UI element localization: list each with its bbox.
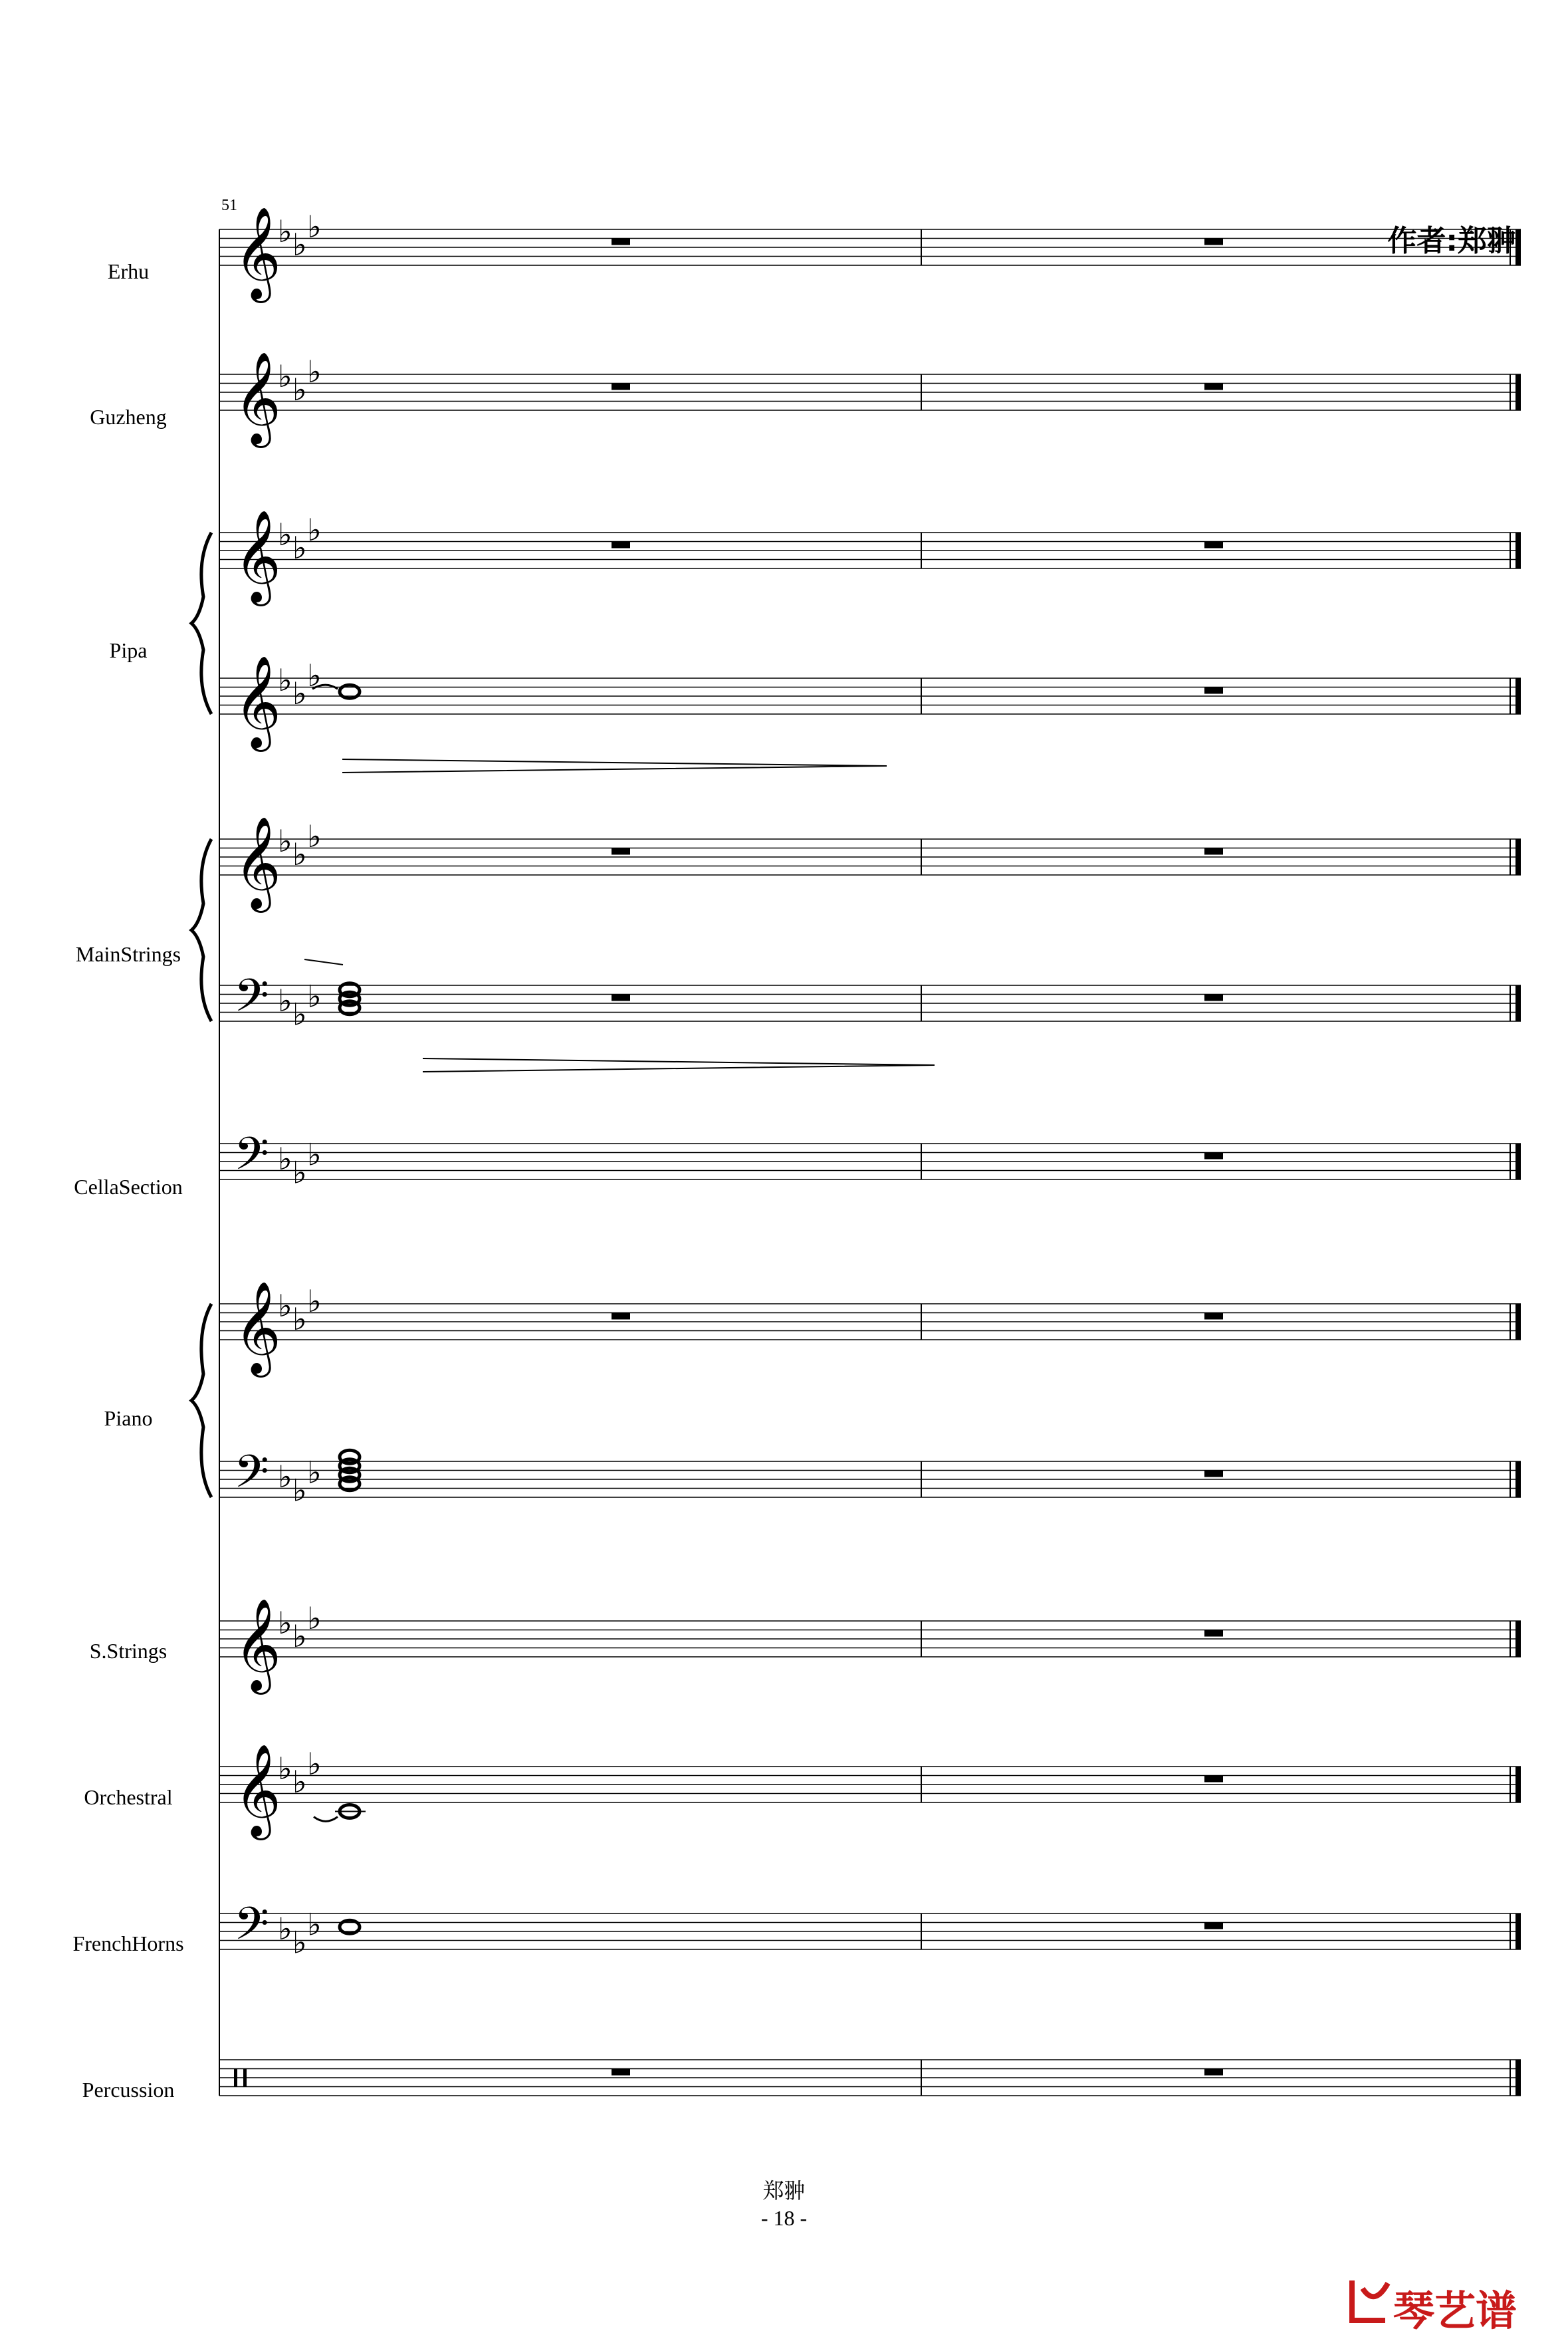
- flat-icon: ♭: [307, 1454, 322, 1491]
- flat-icon: ♭: [307, 818, 322, 854]
- bass-clef-icon: 𝄢: [234, 1898, 269, 1961]
- measure-number: 51: [221, 197, 237, 214]
- flat-icon: ♭: [278, 1459, 292, 1495]
- flat-icon: ♭: [307, 1136, 322, 1173]
- treble-clef-icon: 𝄞: [234, 1598, 281, 1691]
- instrument-label-guzheng: Guzheng: [90, 405, 167, 429]
- flat-icon: ♭: [292, 530, 307, 566]
- instrument-label-piano: Piano: [104, 1406, 153, 1430]
- flat-icon: ♭: [307, 1600, 322, 1636]
- whole-rest-icon: [1204, 239, 1223, 245]
- flat-icon: ♭: [307, 1283, 322, 1319]
- flat-icon: ♭: [278, 1287, 292, 1324]
- flat-icon: ♭: [278, 358, 292, 394]
- bass-clef-icon: 𝄢: [234, 970, 269, 1033]
- whole-rest-icon: [1204, 848, 1223, 855]
- flat-icon: ♭: [307, 658, 322, 693]
- bass-clef-icon: 𝄢: [234, 1446, 269, 1509]
- flat-icon: ♭: [278, 516, 292, 553]
- final-barline-thick: [1515, 1304, 1521, 1340]
- flat-icon: ♭: [278, 1750, 292, 1786]
- final-barline-thick: [1515, 1913, 1521, 1949]
- treble-clef-icon: 𝄞: [234, 1281, 281, 1374]
- flat-icon: ♭: [292, 227, 307, 263]
- brace-icon: [191, 533, 211, 714]
- site-logo-text: 琴艺谱: [1393, 2286, 1517, 2335]
- flat-icon: ♭: [307, 354, 322, 390]
- composer-credit: 作者:郑翀: [1387, 224, 1516, 258]
- treble-clef-icon: 𝄞: [234, 207, 281, 299]
- final-barline-thick: [1515, 229, 1521, 265]
- instrument-label-frenchhorns: FrenchHorns: [72, 1931, 184, 1955]
- flat-icon: ♭: [292, 996, 307, 1033]
- percussion-clef-icon: [234, 2069, 237, 2087]
- instrument-label-orchestral: Orchestral: [84, 1785, 173, 1809]
- flat-icon: ♭: [307, 1746, 322, 1782]
- instrument-label-cellasection: CellaSection: [74, 1175, 183, 1199]
- flat-icon: ♭: [292, 1764, 307, 1800]
- tie-icon: [314, 1817, 338, 1822]
- instrument-label-sstrings: S.Strings: [89, 1639, 168, 1663]
- whole-rest-icon: [1204, 1471, 1223, 1477]
- whole-rest-icon: [1204, 995, 1223, 1001]
- final-barline-thick: [1515, 1621, 1521, 1657]
- whole-rest-icon: [1204, 542, 1223, 549]
- flat-icon: ♭: [292, 676, 307, 711]
- whole-rest-icon: [612, 542, 630, 549]
- flat-icon: ♭: [292, 1154, 307, 1191]
- treble-clef-icon: 𝄞: [234, 816, 281, 909]
- brace-icon: [191, 839, 211, 1021]
- final-barline-thick: [1515, 1461, 1521, 1497]
- treble-clef-icon: 𝄞: [234, 656, 281, 748]
- instrument-label-erhu: Erhu: [107, 259, 150, 283]
- flat-icon: ♭: [292, 1924, 307, 1961]
- percussion-clef-icon: [243, 2069, 247, 2087]
- instrument-label-mainstrings: MainStrings: [75, 942, 181, 966]
- flat-icon: ♭: [278, 213, 292, 249]
- final-barline-thick: [1515, 678, 1521, 714]
- final-barline-thick: [1515, 985, 1521, 1021]
- whole-rest-icon: [612, 995, 630, 1001]
- flat-icon: ♭: [307, 1906, 322, 1943]
- final-barline-thick: [1515, 1144, 1521, 1179]
- flat-icon: ♭: [278, 1141, 292, 1177]
- flat-icon: ♭: [278, 1604, 292, 1641]
- instrument-label-pipa: Pipa: [109, 638, 148, 662]
- tenuto-mark: [304, 959, 343, 965]
- flat-icon: ♭: [278, 983, 292, 1019]
- whole-rest-icon: [1204, 1630, 1223, 1637]
- whole-rest-icon: [612, 384, 630, 390]
- whole-rest-icon: [1204, 1776, 1223, 1783]
- footer-author: 郑翀: [762, 2179, 806, 2203]
- whole-rest-icon: [1204, 1923, 1223, 1929]
- whole-rest-icon: [1204, 1313, 1223, 1320]
- treble-clef-icon: 𝄞: [234, 352, 281, 444]
- flat-icon: ♭: [307, 978, 322, 1015]
- flat-icon: ♭: [278, 822, 292, 859]
- flat-icon: ♭: [292, 1472, 307, 1509]
- whole-rest-icon: [1204, 1153, 1223, 1160]
- flat-icon: ♭: [292, 372, 307, 408]
- whole-rest-icon: [1204, 2069, 1223, 2076]
- page-number: - 18 -: [760, 2206, 808, 2230]
- final-barline-thick: [1515, 839, 1521, 875]
- decrescendo-hairpin: [423, 1058, 935, 1072]
- final-barline-thick: [1515, 1767, 1521, 1802]
- flat-icon: ♭: [292, 1618, 307, 1654]
- whole-rest-icon: [612, 239, 630, 245]
- final-barline-thick: [1515, 2060, 1521, 2096]
- whole-rest-icon: [1204, 384, 1223, 390]
- brace-icon: [191, 1304, 211, 1497]
- treble-clef-icon: 𝄞: [234, 510, 281, 602]
- flat-icon: ♭: [292, 1301, 307, 1337]
- flat-icon: ♭: [292, 836, 307, 872]
- bass-clef-icon: 𝄢: [234, 1128, 269, 1191]
- whole-rest-icon: [612, 2069, 630, 2076]
- flat-icon: ♭: [278, 662, 292, 698]
- flat-icon: ♭: [307, 512, 322, 548]
- instrument-label-percussion: Percussion: [82, 2078, 175, 2102]
- decrescendo-hairpin: [342, 759, 887, 773]
- treble-clef-icon: 𝄞: [234, 1744, 281, 1836]
- final-barline-thick: [1515, 533, 1521, 568]
- whole-rest-icon: [612, 848, 630, 855]
- whole-rest-icon: [612, 1313, 630, 1320]
- final-barline-thick: [1515, 374, 1521, 410]
- flat-icon: ♭: [307, 209, 322, 245]
- flat-icon: ♭: [278, 1911, 292, 1947]
- whole-rest-icon: [1204, 687, 1223, 694]
